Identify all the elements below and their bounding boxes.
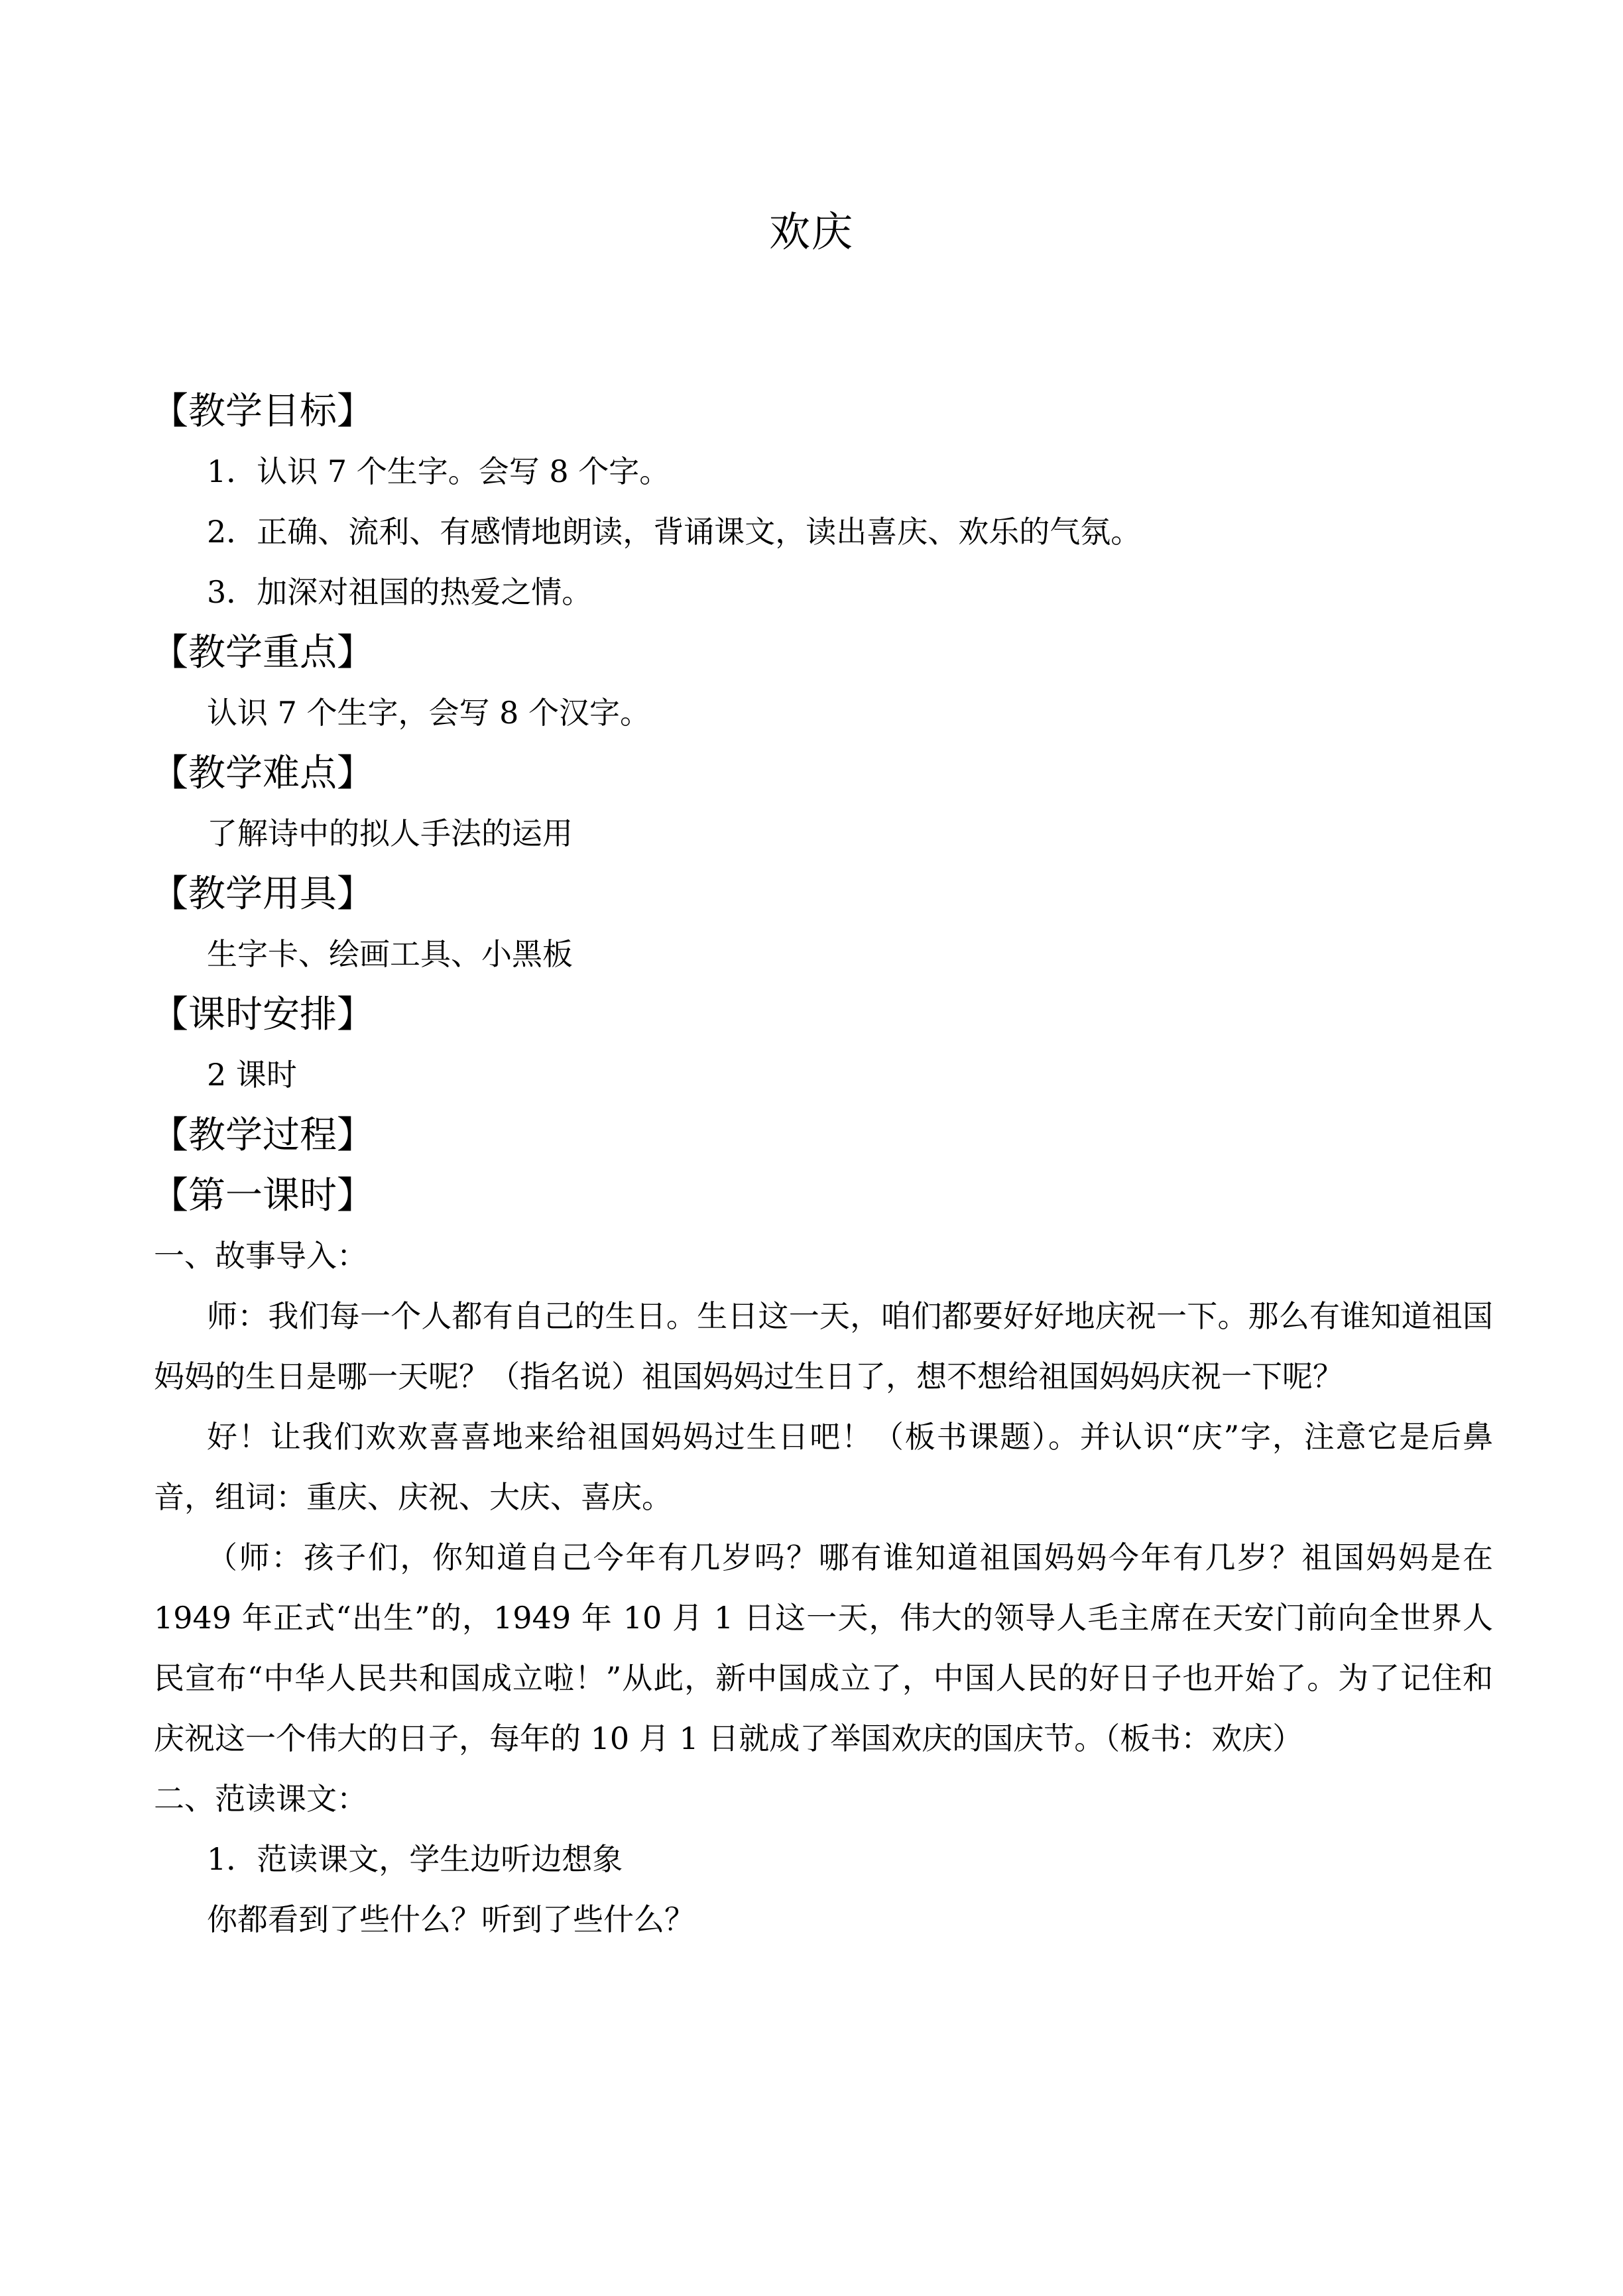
document-body [151,381,1493,1950]
heading-key-points: 【教学重点】 [151,631,374,674]
story-paragraph-3: （师：孩子们，你知道自己今年有几岁吗？哪有谁知道祖国妈妈今年有几岁？祖国妈妈是在 1949 年正式“出生”的，1949 年 10 月 1 日这一天，伟大的领导人毛主席在天安门前向全世界人民宣布“中华人民共和国成立啦！”从此，新中国成立了，中国人民的好日子也开始了。为了记住和庆祝这一个伟大的日子，每年的 10 月 1 日就成了举国欢庆的国庆节。（板书：欢庆） [154,1540,1493,1756]
section-story-intro-title: 一、故事导入： [154,1238,367,1274]
goal-item-3: 3．加深对祖国的热爱之情。 [207,574,593,610]
schedule-text: 2 课时 [207,1057,297,1093]
model-reading-line-1: 1．范读课文，学生边听边想象 [207,1841,623,1877]
heading-first-lesson: 【第一课时】 [151,1174,374,1217]
heading-teaching-goals: 【教学目标】 [151,390,374,433]
goal-item-2: 2．正确、流利、有感情地朗读，背诵课文，读出喜庆、欢乐的气氛。 [207,514,1142,550]
document-title: 欢庆 [768,208,854,256]
story-paragraph-1: 师：我们每一个人都有自己的生日。生日这一天，咱们都要好好地庆祝一下。那么有谁知道祖国妈妈的生日是哪一天呢？（指名说）祖国妈妈过生日了，想不想给祖国妈妈庆祝一下呢？ [154,1298,1493,1394]
model-reading-line-2: 你都看到了些什么？听到了些什么？ [207,1902,695,1937]
section-model-reading-title: 二、范读课文： [154,1781,367,1817]
story-paragraph-2: 好！让我们欢欢喜喜地来给祖国妈妈过生日吧！（板书课题）。并认识“庆”字，注意它是后鼻音，组词：重庆、庆祝、大庆、喜庆。 [154,1419,1493,1515]
key-points-text: 认识 7 个生字，会写 8 个汉字。 [207,695,651,731]
tools-text: 生字卡、绘画工具、小黑板 [207,936,573,972]
difficulties-text: 了解诗中的拟人手法的运用 [207,816,573,851]
heading-schedule: 【课时安排】 [151,993,374,1036]
heading-tools: 【教学用具】 [151,873,374,916]
goal-item-1: 1．认识 7 个生字。会写 8 个字。 [207,453,670,489]
heading-process: 【教学过程】 [151,1114,374,1157]
heading-difficulties: 【教学难点】 [151,752,374,795]
